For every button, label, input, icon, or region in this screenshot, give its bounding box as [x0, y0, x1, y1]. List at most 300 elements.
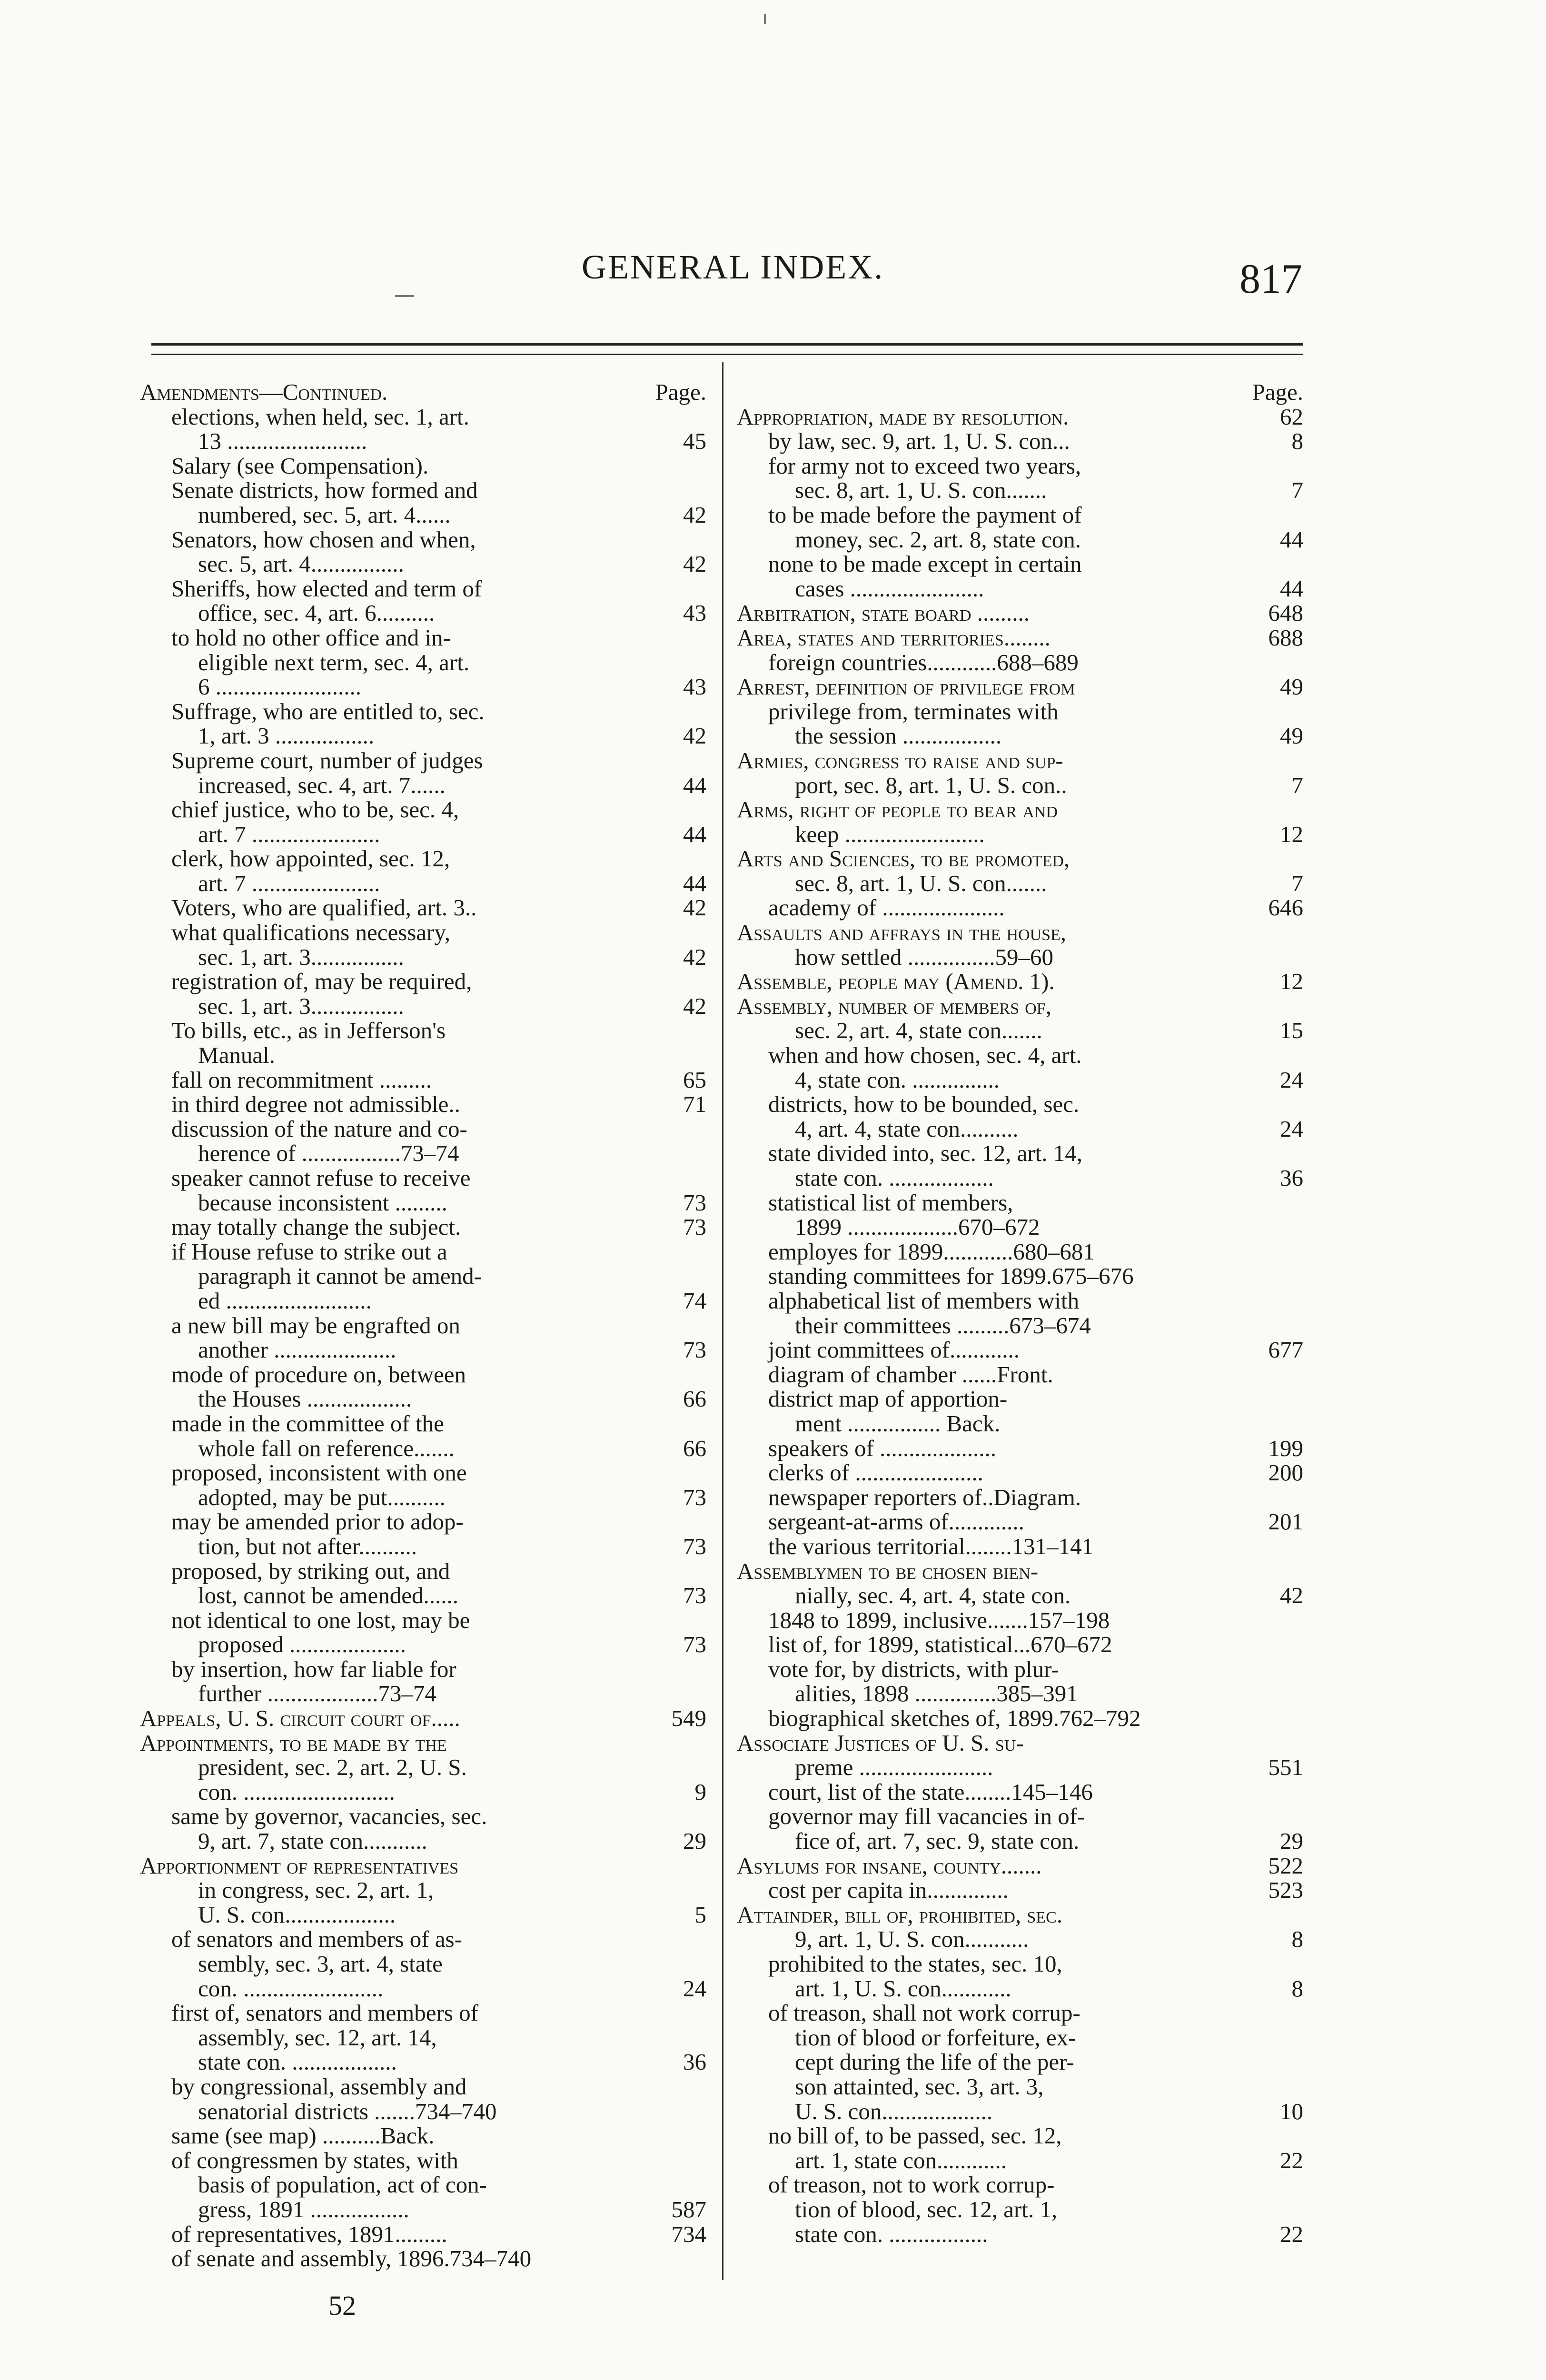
entry-text: the Houses ..................: [198, 1386, 412, 1412]
index-entry: [737, 2197, 1303, 2222]
entry-page-ref: Page.: [1252, 379, 1303, 405]
entry-page-ref: 42: [683, 943, 706, 970]
index-entry: [140, 1731, 706, 1755]
entry-text: of senators and members of as-: [171, 1926, 462, 1953]
index-entry: [737, 1436, 1303, 1461]
entry-page-ref: 200: [1268, 1459, 1303, 1486]
entry-text: state divided into, sec. 12, art. 14,: [768, 1140, 1082, 1167]
entry-text: keep ........................: [795, 821, 985, 847]
entry-text: Appeals, U. S. circuit court of.....: [140, 1705, 460, 1732]
index-entry: [140, 969, 706, 994]
entry-text: may totally change the subject.: [171, 1214, 461, 1240]
entry-text: by law, sec. 9, art. 1, U. S. con...: [768, 428, 1070, 455]
entry-text: when and how chosen, sec. 4, art.: [768, 1042, 1082, 1069]
index-entry: [737, 1362, 1303, 1387]
entry-text: Manual.: [198, 1042, 275, 1069]
index-entry: [140, 1117, 706, 1141]
entry-text: for army not to exceed two years,: [768, 452, 1081, 479]
entry-page-ref: 29: [683, 1828, 706, 1854]
entry-page-ref: 42: [1280, 1582, 1303, 1609]
entry-page-ref: 73: [683, 1189, 706, 1216]
index-entry: [140, 1264, 706, 1289]
index-entry: [737, 1657, 1303, 1682]
index-entry: [140, 1804, 706, 1829]
entry-text: districts, how to be bounded, sec.: [768, 1091, 1080, 1118]
index-entry: [737, 650, 1303, 675]
entry-text: none to be made except in certain: [768, 551, 1082, 577]
entry-text: discussion of the nature and co-: [171, 1115, 467, 1142]
index-entry: [140, 625, 706, 650]
entry-text: cept during the life of the per-: [795, 2049, 1074, 2075]
index-entry: [140, 1583, 706, 1608]
entry-text: 4, art. 4, state con..........: [795, 1115, 1019, 1142]
index-entry: [737, 625, 1303, 650]
entry-text: increased, sec. 4, art. 7......: [198, 772, 446, 798]
index-entry: [140, 1043, 706, 1068]
entry-text: another .....................: [198, 1337, 396, 1363]
entry-text: sec. 8, art. 1, U. S. con.......: [795, 477, 1047, 504]
entry-text: tion of blood or forfeiture, ex-: [795, 2024, 1076, 2051]
entry-text: no bill of, to be passed, sec. 12,: [768, 2122, 1062, 2149]
index-entry: [140, 895, 706, 920]
page-number: 817: [1239, 256, 1302, 302]
entry-text: chief justice, who to be, sec. 4,: [171, 796, 459, 823]
left-column: [140, 380, 706, 2271]
right-column: [737, 380, 1303, 2246]
index-entry: [737, 748, 1303, 773]
entry-text: in third degree not admissible..: [171, 1091, 460, 1118]
entry-page-ref: 71: [683, 1091, 706, 1118]
entry-text: statistical list of members,: [768, 1189, 1013, 1216]
index-entry: [737, 895, 1303, 920]
entry-text: sec. 2, art. 4, state con.......: [795, 1017, 1042, 1044]
index-entry: [737, 576, 1303, 601]
index-entry: [140, 1559, 706, 1584]
index-entry: [140, 1436, 706, 1461]
entry-text: proposed, inconsistent with one: [171, 1459, 467, 1486]
index-entry: [737, 1338, 1303, 1362]
entry-page-ref: 42: [683, 723, 706, 749]
entry-text: whole fall on reference.......: [198, 1435, 455, 1461]
entry-text: Suffrage, who are entitled to, sec.: [171, 698, 485, 724]
entry-text: proposed ....................: [198, 1631, 406, 1658]
entry-page-ref: 73: [683, 1337, 706, 1363]
index-entry: [140, 773, 706, 798]
index-entry: [140, 748, 706, 773]
scan-speck: [764, 14, 766, 24]
index-entry: [140, 1509, 706, 1534]
entry-text: alphabetical list of members with: [768, 1287, 1080, 1314]
entry-text: fice of, art. 7, sec. 9, state con.: [795, 1828, 1080, 1854]
entry-page-ref: 49: [1280, 674, 1303, 700]
entry-text: vote for, by districts, with plur-: [768, 1656, 1059, 1682]
entry-text: 1848 to 1899, inclusive.......157–198: [768, 1606, 1110, 1633]
entry-text: art. 1, U. S. con............: [795, 1975, 1011, 2002]
entry-page-ref: 201: [1268, 1508, 1303, 1535]
entry-page-ref: 8: [1291, 1975, 1303, 2002]
entry-page-ref: 7: [1291, 477, 1303, 504]
entry-text: cost per capita in..............: [768, 1877, 1009, 1904]
entry-text: nially, sec. 4, art. 4, state con.: [795, 1582, 1071, 1609]
index-entry: [737, 1583, 1303, 1608]
index-entry: [140, 2197, 706, 2222]
entry-page-ref: 5: [694, 1901, 706, 1928]
index-entry: [140, 1903, 706, 1927]
entry-page-ref: 10: [1280, 2098, 1303, 2124]
entry-page-ref: 73: [683, 1214, 706, 1240]
entry-text: further ...................73–74: [198, 1680, 436, 1707]
index-entry: [737, 2148, 1303, 2173]
index-entry: [140, 454, 706, 478]
entry-page-ref: 9: [694, 1778, 706, 1805]
entry-page-ref: 49: [1280, 723, 1303, 749]
entry-page-ref: 15: [1280, 1017, 1303, 1044]
entry-text: same (see map) ..........Back.: [171, 2122, 435, 2149]
running-title: GENERAL INDEX.: [582, 248, 884, 286]
entry-text: assembly, sec. 12, art. 14,: [198, 2024, 437, 2051]
entry-text: the various territorial........131–141: [768, 1533, 1094, 1559]
entry-page-ref: 44: [683, 821, 706, 847]
entry-text: Appointments, to be made by the: [140, 1729, 447, 1756]
entry-page-ref: 8: [1291, 1926, 1303, 1953]
index-entry: [140, 1068, 706, 1092]
entry-text: Arbitration, state board .........: [737, 600, 1030, 626]
index-entry: [140, 945, 706, 970]
entry-page-ref: 7: [1291, 870, 1303, 896]
index-entry: [737, 2172, 1303, 2197]
index-entry: [140, 994, 706, 1019]
entry-page-ref: 8: [1291, 428, 1303, 455]
entry-text: Sheriffs, how elected and term of: [171, 575, 482, 602]
index-entry: [737, 1731, 1303, 1755]
entry-text: 1, art. 3 .................: [198, 723, 375, 749]
entry-text: elections, when held, sec. 1, art.: [171, 403, 469, 430]
entry-text: to be made before the payment of: [768, 501, 1082, 528]
index-entry: [140, 1460, 706, 1485]
entry-page-ref: 688: [1268, 624, 1303, 651]
index-entry: [140, 2246, 706, 2271]
index-entry: [737, 1166, 1303, 1190]
entry-text: Salary (see Compensation).: [171, 452, 429, 479]
entry-text: joint committees of............: [768, 1337, 1020, 1363]
index-entry: [140, 2099, 706, 2124]
entry-page-ref: 73: [683, 1582, 706, 1609]
index-entry: [140, 650, 706, 675]
page-header: [0, 248, 1546, 300]
entry-text: Supreme court, number of judges: [171, 747, 483, 774]
entry-text: son attainted, sec. 3, art. 3,: [795, 2073, 1044, 2100]
entry-text: tion, but not after..........: [198, 1533, 417, 1559]
index-entry: [737, 1485, 1303, 1510]
entry-text: employes for 1899............680–681: [768, 1238, 1095, 1265]
entry-text: Arms, right of people to bear and: [737, 796, 1058, 823]
entry-text: proposed, by striking out, and: [171, 1557, 450, 1584]
index-entry: [737, 1829, 1303, 1854]
entry-text: registration of, may be required,: [171, 968, 472, 995]
entry-text: Attainder, bill of, prohibited, sec.: [737, 1901, 1063, 1928]
index-entry: [737, 1534, 1303, 1559]
index-entry: [737, 1608, 1303, 1633]
entry-text: Assaults and affrays in the house,: [737, 919, 1067, 946]
entry-text: Assemblymen to be chosen bien-: [737, 1557, 1039, 1584]
entry-text: ment ................ Back.: [795, 1410, 1001, 1437]
index-entry: [140, 2001, 706, 2025]
entry-text: state con. ..................: [795, 1165, 994, 1191]
index-entry: [737, 1460, 1303, 1485]
index-entry: [140, 1289, 706, 1313]
index-entry: [140, 1485, 706, 1510]
index-entry: [737, 1313, 1303, 1338]
index-entry: [140, 1706, 706, 1731]
index-entry: [737, 846, 1303, 871]
index-entry: [140, 1387, 706, 1411]
entry-text: Associate Justices of U. S. su-: [737, 1729, 1024, 1756]
entry-text: of representatives, 1891.........: [171, 2221, 447, 2247]
index-entry: [140, 1166, 706, 1190]
index-entry: [737, 478, 1303, 503]
index-entry: [737, 797, 1303, 822]
entry-page-ref: 12: [1280, 821, 1303, 847]
index-entry: [737, 1092, 1303, 1117]
entry-text: con. ........................: [198, 1975, 384, 2002]
index-entry: [140, 527, 706, 552]
entry-text: eligible next term, sec. 4, art.: [198, 649, 470, 675]
entry-text: to hold no other office and in-: [171, 624, 451, 651]
index-entry: [140, 1141, 706, 1166]
entry-text: Voters, who are qualified, art. 3..: [171, 894, 477, 921]
entry-page-ref: 62: [1280, 403, 1303, 430]
index-entry: [737, 1387, 1303, 1411]
index-entry: [737, 822, 1303, 847]
index-entry: [737, 503, 1303, 527]
entry-text: 6 .........................: [198, 674, 361, 700]
entry-text: made in the committee of the: [171, 1410, 444, 1437]
entry-text: district map of apportion-: [768, 1386, 1008, 1412]
index-entry: [737, 1903, 1303, 1927]
index-entry: [737, 674, 1303, 699]
entry-text: U. S. con...................: [795, 2098, 993, 2124]
entry-page-ref: 73: [683, 1533, 706, 1559]
index-entry: [737, 699, 1303, 724]
entry-text: tion of blood, sec. 12, art. 1,: [795, 2196, 1058, 2222]
index-entry: [737, 1804, 1303, 1829]
entry-text: not identical to one lost, may be: [171, 1606, 470, 1633]
index-entry: [140, 1657, 706, 1682]
entry-page-ref: 44: [1280, 526, 1303, 553]
entry-text: Assemble, people may (Amend. 1).: [737, 968, 1055, 995]
index-entry: [737, 405, 1303, 429]
entry-text: Arts and Sciences, to be promoted,: [737, 845, 1070, 872]
index-entry: [737, 527, 1303, 552]
entry-text: gress, 1891 .................: [198, 2196, 409, 2222]
index-entry: [737, 1215, 1303, 1240]
index-entry: [140, 1190, 706, 1215]
entry-text: standing committees for 1899.675–676: [768, 1263, 1134, 1289]
index-entry: [140, 1411, 706, 1436]
index-entry: [737, 552, 1303, 576]
entry-text: court, list of the state........145–146: [768, 1778, 1093, 1805]
entry-text: by insertion, how far liable for: [171, 1656, 456, 1682]
entry-text: port, sec. 8, art. 1, U. S. con..: [795, 772, 1067, 798]
entry-text: sec. 8, art. 1, U. S. con.......: [795, 870, 1047, 896]
entry-text: state con. ..................: [198, 2049, 397, 2075]
entry-text: Apportionment of representatives: [140, 1852, 459, 1879]
entry-page-ref: 677: [1268, 1337, 1303, 1363]
signature-mark: 52: [328, 2290, 356, 2321]
entry-page-ref: 648: [1268, 600, 1303, 626]
entry-page-ref: 734: [671, 2221, 706, 2247]
entry-text: senatorial districts .......734–740: [198, 2098, 497, 2124]
entry-page-ref: Page.: [655, 379, 706, 405]
entry-text: 1899 ...................670–672: [795, 1214, 1040, 1240]
entry-text: 9, art. 1, U. S. con...........: [795, 1926, 1029, 1953]
entry-text: if House refuse to strike out a: [171, 1238, 447, 1265]
index-entry: [737, 1411, 1303, 1436]
index-entry: [737, 1780, 1303, 1805]
index-entry: [140, 1215, 706, 1240]
entry-text: fall on recommitment .........: [171, 1066, 432, 1093]
entry-text: adopted, may be put..........: [198, 1484, 446, 1510]
entry-page-ref: 43: [683, 600, 706, 626]
index-entry: [140, 724, 706, 748]
entry-page-ref: 549: [671, 1705, 706, 1732]
entry-text: because inconsistent .........: [198, 1189, 447, 1216]
index-entry: [140, 1362, 706, 1387]
entry-text: sec. 1, art. 3................: [198, 992, 404, 1019]
entry-text: the session .................: [795, 723, 1002, 749]
entry-text: sec. 5, art. 4................: [198, 551, 404, 577]
entry-text: state con. .................: [795, 2221, 988, 2247]
entry-page-ref: 24: [683, 1975, 706, 2002]
entry-text: preme .......................: [795, 1754, 993, 1781]
entry-page-ref: 42: [683, 992, 706, 1019]
index-entry: [737, 1190, 1303, 1215]
entry-page-ref: 44: [683, 870, 706, 896]
index-entry: [140, 1927, 706, 1952]
index-entry: [737, 454, 1303, 478]
entry-text: a new bill may be engrafted on: [171, 1312, 460, 1339]
entry-text: lost, cannot be amended......: [198, 1582, 459, 1609]
entry-page-ref: 522: [1268, 1852, 1303, 1879]
entry-page-ref: 36: [1280, 1165, 1303, 1191]
index-entry: [737, 380, 1303, 405]
index-entry: [140, 2222, 706, 2247]
index-entry: [737, 1289, 1303, 1313]
entry-text: Armies, congress to raise and sup-: [737, 747, 1063, 774]
index-entry: [140, 1829, 706, 1854]
entry-text: foreign countries............688–689: [768, 649, 1079, 675]
scan-speck: [395, 295, 414, 297]
entry-text: president, sec. 2, art. 2, U. S.: [198, 1754, 467, 1781]
index-entry: [737, 1068, 1303, 1092]
index-entry: [140, 920, 706, 945]
entry-page-ref: 44: [683, 772, 706, 798]
index-entry: [737, 1509, 1303, 1534]
entry-text: governor may fill vacancies in of-: [768, 1803, 1085, 1830]
index-entry: [737, 2074, 1303, 2099]
entry-page-ref: 66: [683, 1386, 706, 1412]
entry-page-ref: 587: [671, 2196, 706, 2222]
index-entry: [140, 846, 706, 871]
entry-page-ref: 22: [1280, 2147, 1303, 2173]
entry-page-ref: 523: [1268, 1877, 1303, 1904]
entry-page-ref: 65: [683, 1066, 706, 1093]
index-entry: [737, 1240, 1303, 1264]
entry-text: sembly, sec. 3, art. 4, state: [198, 1951, 443, 1977]
entry-page-ref: 66: [683, 1435, 706, 1461]
index-entry: [140, 699, 706, 724]
index-entry: [737, 2001, 1303, 2025]
entry-text: what qualifications necessary,: [171, 919, 450, 946]
index-entry: [140, 1878, 706, 1903]
entry-text: their committees .........673–674: [795, 1312, 1091, 1339]
entry-page-ref: 73: [683, 1484, 706, 1510]
index-entry: [737, 1117, 1303, 1141]
entry-text: Asylums for insane, county.......: [737, 1852, 1042, 1879]
entry-page-ref: 74: [683, 1287, 706, 1314]
index-entry: [737, 1854, 1303, 1878]
entry-page-ref: 12: [1280, 968, 1303, 995]
entry-text: speakers of ....................: [768, 1435, 997, 1461]
index-entry: [140, 429, 706, 454]
index-entry: [737, 1878, 1303, 1903]
entry-page-ref: 73: [683, 1631, 706, 1658]
index-entry: [140, 2074, 706, 2099]
index-entry: [140, 1018, 706, 1043]
index-entry: [140, 1608, 706, 1633]
entry-text: clerk, how appointed, sec. 12,: [171, 845, 450, 872]
entry-page-ref: 42: [683, 501, 706, 528]
entry-page-ref: 29: [1280, 1828, 1303, 1854]
entry-text: of treason, shall not work corrup-: [768, 2000, 1080, 2026]
index-entry: [737, 1681, 1303, 1706]
index-entry: [737, 1976, 1303, 2001]
entry-text: may be amended prior to adop-: [171, 1508, 464, 1535]
index-entry: [140, 405, 706, 429]
entry-text: diagram of chamber ......Front.: [768, 1361, 1053, 1388]
entry-text: newspaper reporters of..Diagram.: [768, 1484, 1081, 1510]
index-entry: [737, 1043, 1303, 1068]
entry-text: paragraph it cannot be amend-: [198, 1263, 482, 1289]
entry-text: of congressmen by states, with: [171, 2147, 458, 2173]
index-entry: [140, 1780, 706, 1805]
index-entry: [737, 1559, 1303, 1584]
index-entry: [737, 1952, 1303, 1976]
index-entry: [140, 674, 706, 699]
entry-page-ref: 43: [683, 674, 706, 700]
entry-page-ref: 22: [1280, 2221, 1303, 2247]
index-entry: [737, 1141, 1303, 1166]
index-entry: [140, 1534, 706, 1559]
entry-text: sec. 1, art. 3................: [198, 943, 404, 970]
index-entry: [140, 2123, 706, 2148]
entry-text: To bills, etc., as in Jefferson's: [171, 1017, 446, 1044]
index-entry: [140, 380, 706, 405]
index-entry: [140, 1240, 706, 1264]
entry-page-ref: 646: [1268, 894, 1303, 921]
index-entry: [140, 1092, 706, 1117]
entry-text: first of, senators and members of: [171, 2000, 478, 2026]
index-entry: [737, 2123, 1303, 2148]
entry-text: Appropriation, made by resolution.: [737, 403, 1069, 430]
entry-page-ref: 44: [1280, 575, 1303, 602]
entry-page-ref: 42: [683, 551, 706, 577]
column-divider: [722, 362, 723, 2280]
entry-text: sergeant-at-arms of.............: [768, 1508, 1024, 1535]
entry-text: same by governor, vacancies, sec.: [171, 1803, 487, 1830]
entry-text: mode of procedure on, between: [171, 1361, 466, 1388]
index-entry: [737, 2222, 1303, 2247]
